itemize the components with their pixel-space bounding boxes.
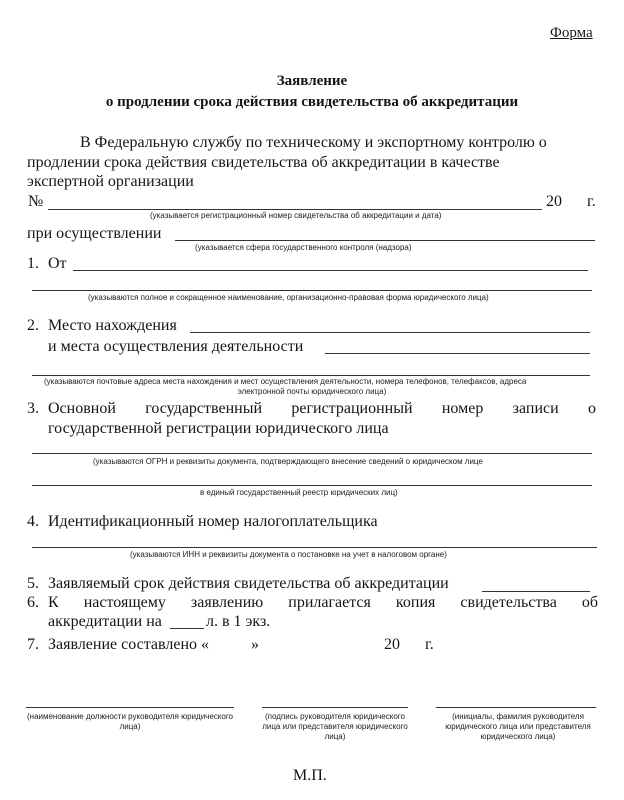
signature-hint: (подпись руководителя юридического лица или представителя юридического лица): [262, 712, 408, 741]
intro-line2: продлении срока действия свидетельства об аккредитации в качестве: [27, 154, 500, 171]
item3-field-line-2[interactable]: [32, 485, 592, 486]
item6-pages-field-line[interactable]: [170, 628, 204, 629]
sphere-label: при осуществлении: [27, 225, 162, 242]
item2-field-line-3[interactable]: [32, 375, 590, 376]
item1-number: 1.: [27, 255, 39, 272]
item6-number: 6.: [27, 594, 39, 611]
item3-number: 3.: [27, 400, 39, 417]
item5-number: 5.: [27, 575, 39, 592]
form-label: Форма: [550, 25, 593, 41]
intro-line1: В Федеральную службу по техническому и экспортному контролю о: [80, 134, 547, 151]
item7-label: Заявление составлено «: [48, 636, 210, 653]
title-line2: о продлении срока действия свидетельства об аккредитации: [105, 94, 519, 110]
number-prefix: №: [28, 193, 44, 210]
item2-number: 2.: [27, 317, 39, 334]
item4-field-line[interactable]: [32, 547, 597, 548]
item4-number: 4.: [27, 513, 39, 530]
item2-hint-a: (указываются почтовые адреса места нахождения и мест осуществления деятельности, номера телефонов, телефаксов, адреса: [44, 377, 527, 386]
title-line1: Заявление: [276, 73, 348, 89]
item3-line1: Основной государственный регистрационный номер записи о: [48, 400, 596, 417]
sphere-hint: (указывается сфера государственного контроля (надзора): [195, 243, 412, 252]
item2-hint-b: электронной почты юридического лица): [237, 387, 387, 396]
item1-field-line-1[interactable]: [73, 270, 588, 271]
item3-line2: государственной регистрации юридического лица: [48, 420, 389, 437]
item5-field-line[interactable]: [482, 591, 590, 592]
item4-hint: (указываются ИНН и реквизиты документа о постановке на учет в налоговом органе): [130, 550, 447, 559]
number-year-suffix: г.: [587, 193, 596, 210]
number-year: 20: [546, 193, 562, 210]
item1-label: От: [48, 255, 67, 272]
item2-label-a: Место нахождения: [48, 317, 177, 334]
item2-field-line-1[interactable]: [190, 332, 590, 333]
intro-line3: экспертной организации: [27, 173, 194, 190]
item6-line2-b: л. в 1 экз.: [206, 613, 271, 630]
item6-line2-a: аккредитации на: [48, 613, 162, 630]
initials-signature-line[interactable]: [436, 707, 596, 708]
item3-field-line-1[interactable]: [32, 453, 592, 454]
item5-label: Заявляемый срок действия свидетельства об аккредитации: [48, 575, 449, 592]
item3-hint-a: (указываются ОГРН и реквизиты документа, подтверждающего внесение сведений о юридическом лице: [93, 457, 483, 466]
item7-number: 7.: [27, 636, 39, 653]
item7-year-suffix: г.: [425, 636, 434, 653]
position-hint: (наименование должности руководителя юридического лица): [26, 712, 234, 731]
item2-label-b: и места осуществления деятельности: [48, 338, 304, 355]
item7-year: 20: [384, 636, 400, 653]
item7-close-quote: »: [251, 636, 259, 653]
item2-field-line-2[interactable]: [325, 353, 590, 354]
number-hint: (указывается регистрационный номер свидетельства об аккредитации и дата): [150, 211, 442, 220]
stamp-label: М.П.: [293, 767, 327, 784]
item4-label: Идентификационный номер налогоплательщика: [48, 513, 378, 530]
number-field-line[interactable]: [48, 209, 542, 210]
item3-hint-b: в единый государственный реестр юридических лиц): [200, 488, 398, 497]
signature-line[interactable]: [262, 707, 408, 708]
initials-hint: (инициалы, фамилия руководителя юридического лица или представителя юридического лица): [445, 712, 591, 741]
item1-field-line-2[interactable]: [32, 290, 592, 291]
position-signature-line[interactable]: [26, 707, 234, 708]
item6-line1: К настоящему заявлению прилагается копия свидетельства об: [48, 594, 598, 611]
sphere-field-line[interactable]: [175, 240, 595, 241]
item1-hint: (указываются полное и сокращенное наименование, организационно-правовая форма юридического лица): [88, 293, 489, 302]
